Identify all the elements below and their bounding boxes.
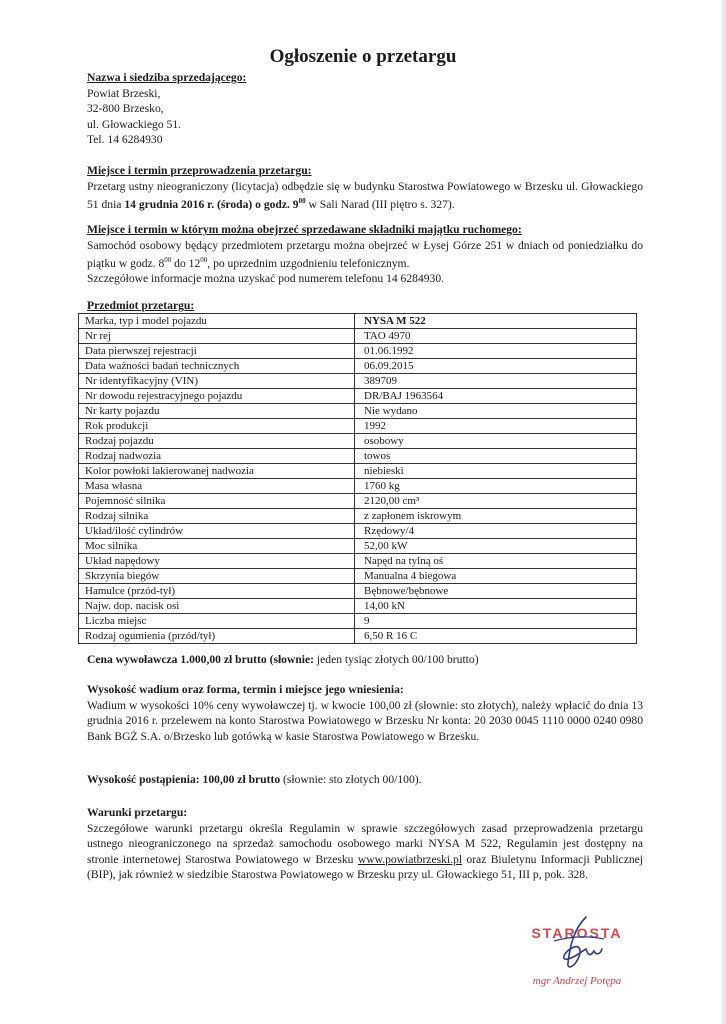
table-row bbox=[79, 434, 637, 449]
spec-value: 1760 kg bbox=[355, 479, 637, 494]
table-row bbox=[79, 569, 637, 584]
table-row bbox=[79, 479, 637, 494]
spec-label: Nr dowodu rejestracyjnego pojazdu bbox=[79, 389, 355, 404]
price-label: Cena wywoławcza 1.000,00 zł brutto (słownie: bbox=[87, 653, 315, 666]
spec-value: 52,00 kW bbox=[355, 539, 637, 554]
spec-value: 389709 bbox=[355, 374, 637, 389]
text-part: oraz Biuletynu Informacji Publicznej (BIP), jak również w siedzibie Starostwa Powiatowego w Brzesku przy ul. Głowackiego 51, III p, pok. 328. bbox=[87, 852, 644, 881]
seller-line: Powiat Brzeski, bbox=[87, 86, 161, 100]
inspection-heading: Miejsce i termin w którym można obejrzeć sprzedawane składniki majątku ruchomego: bbox=[87, 223, 522, 236]
table-row bbox=[79, 509, 637, 524]
spec-label: Rodzaj nadwozia bbox=[79, 449, 355, 464]
seller-line: 32-800 Brzesko, bbox=[87, 102, 164, 115]
table-row bbox=[79, 359, 637, 374]
stamp-title: STAROSTA bbox=[531, 925, 623, 941]
auction-place-section bbox=[87, 163, 643, 212]
text-part: Przetarg ustny nieograniczony (licytacja) odbędzie się w budynku Starostwa Powiatowego w Brzesku ul. Głowackiego 51 dnia bbox=[87, 179, 643, 211]
spec-value: towos bbox=[355, 449, 637, 464]
auction-place-heading: Miejsce i termin przeprowadzenia przetargu: bbox=[87, 164, 312, 177]
scan-edge bbox=[722, 0, 726, 1024]
increment-words: (słownie: sto złotych 00/100). bbox=[280, 773, 422, 786]
spec-value: niebieski bbox=[355, 464, 637, 479]
table-heading: Przedmiot przetargu: bbox=[87, 299, 195, 312]
inspection-info: Szczegółowe informacje można uzyskać pod numerem telefonu 14 6284930. bbox=[87, 272, 445, 286]
spec-label: Układ napędowy bbox=[79, 554, 355, 569]
inspection-text bbox=[87, 238, 643, 272]
table-row bbox=[79, 629, 637, 644]
spec-value: TAO 4970 bbox=[355, 329, 637, 344]
spec-value: Nie wydano bbox=[355, 404, 637, 419]
spec-value: 6,50 R 16 C bbox=[355, 629, 637, 644]
superscript: 00 bbox=[200, 256, 208, 264]
spec-value: Manualna 4 biegowa bbox=[355, 569, 637, 584]
superscript: 00 bbox=[298, 197, 306, 205]
spec-label: Nr rej bbox=[79, 329, 355, 344]
table-row bbox=[79, 524, 637, 539]
spec-value: DR/BAJ 1963564 bbox=[355, 389, 637, 404]
table-row bbox=[79, 344, 637, 359]
spec-label: Rodzaj silnika bbox=[79, 509, 355, 524]
spec-label: Masa własna bbox=[79, 479, 355, 494]
spec-label: Data ważności badań technicznych bbox=[79, 359, 355, 374]
spec-label: Rodzaj ogumienia (przód/tył) bbox=[79, 629, 355, 644]
table-row bbox=[79, 314, 637, 329]
deposit-heading: Wysokość wadium oraz forma, termin i miejsce jego wniesienia: bbox=[87, 683, 404, 696]
seller-section bbox=[87, 70, 643, 148]
increment-section bbox=[87, 772, 643, 788]
table-row bbox=[79, 539, 637, 554]
page-title: Ogłoszenie o przetargu bbox=[269, 46, 457, 67]
deposit-section bbox=[87, 682, 643, 744]
spec-label: Hamulce (przód-tył) bbox=[79, 584, 355, 599]
spec-label: Nr identyfikacyjny (VIN) bbox=[79, 374, 355, 389]
stamp-name: mgr Andrzej Potępa bbox=[532, 975, 622, 987]
table-row bbox=[79, 584, 637, 599]
text-part: do 12 bbox=[171, 256, 201, 270]
table-row bbox=[79, 464, 637, 479]
spec-label: Pojemność silnika bbox=[79, 494, 355, 509]
table-heading-wrap bbox=[87, 298, 643, 314]
spec-value: z zapłonem iskrowym bbox=[355, 509, 637, 524]
text-part: Samochód osobowy będący przedmiotem przetargu można obejrzeć w Łysej Górze 251 w dniach od poniedziałku do piątku w godz. 8 bbox=[87, 238, 643, 270]
inspection-section bbox=[87, 222, 643, 287]
spec-value: osobowy bbox=[355, 434, 637, 449]
spec-label: Marka, typ i model pojazdu bbox=[79, 314, 355, 329]
deposit-text: Wadium w wysokości 10% ceny wywoławczej tj. w kwocie 100,00 zł (słownie: sto złotych), należy wpłacić do dnia 13 grudnia 2016 r. przelewem na konto Starostwa Powiatowego w Brzesku Nr konta: 20 2030 0045 1110 0000 0240 0980 Bank BGŻ S.A. o/Brzesko lub gotówką w kasie Starostwa Powiatowego w Brzesku. bbox=[87, 698, 643, 743]
price-section bbox=[87, 652, 643, 668]
spec-label: Rok produkcji bbox=[79, 419, 355, 434]
table-row bbox=[79, 419, 637, 434]
table-row bbox=[79, 554, 637, 569]
spec-label: Moc silnika bbox=[79, 539, 355, 554]
spec-label: Rodzaj pojazdu bbox=[79, 434, 355, 449]
vehicle-spec-table bbox=[78, 313, 637, 644]
table-row bbox=[79, 374, 637, 389]
spec-value: Rzędowy/4 bbox=[355, 524, 637, 539]
spec-label: Najw. dop. nacisk osi bbox=[79, 599, 355, 614]
increment-label: Wysokość postąpienia: 100,00 zł brutto bbox=[87, 773, 281, 786]
seller-line: Tel. 14 6284930 bbox=[87, 133, 163, 146]
spec-label: Skrzynia biegów bbox=[79, 569, 355, 584]
table-row bbox=[79, 494, 637, 509]
conditions-heading: Warunki przetargu: bbox=[87, 806, 188, 819]
table-row bbox=[79, 599, 637, 614]
seller-heading: Nazwa i siedziba sprzedającego: bbox=[87, 71, 247, 84]
auction-date: 14 grudnia 2016 r. (środa) o godz. 9 bbox=[124, 197, 299, 211]
handwritten-signature bbox=[534, 915, 614, 975]
table-row bbox=[79, 449, 637, 464]
spec-value: 06.09.2015 bbox=[355, 359, 637, 374]
table-row bbox=[79, 614, 637, 629]
spec-label: Układ/ilość cylindrów bbox=[79, 524, 355, 539]
conditions-section bbox=[87, 805, 643, 883]
spec-label: Nr karty pojazdu bbox=[79, 404, 355, 419]
superscript: 00 bbox=[164, 256, 172, 264]
spec-label: Liczba miejsc bbox=[79, 614, 355, 629]
table-row bbox=[79, 329, 637, 344]
text-part: , po uprzednim uzgodnieniu telefonicznym. bbox=[207, 256, 410, 270]
website-link[interactable]: www.powiatbrzeski.pl bbox=[357, 852, 463, 866]
spec-value: NYSA M 522 bbox=[355, 314, 637, 329]
text-part: Szczegółowe warunki przetargu określa Regulamin w sprawie szczegółowych zasad przeprowadzenia przetargu ustnego nieograniczonego na sprzedaż samochodu osobowego marki NYSA M 522, Regulamin jest dostępny na stronie internetowej Starostwa Powiatowego w Brzesku bbox=[87, 821, 643, 866]
spec-value: 01.06.1992 bbox=[355, 344, 637, 359]
price-words: jeden tysiąc złotych 00/100 brutto) bbox=[314, 653, 479, 666]
spec-value: 9 bbox=[355, 614, 637, 629]
table-row bbox=[79, 404, 637, 419]
text-part: w Sali Narad (III piętro s. 327). bbox=[305, 197, 455, 211]
spec-value: Bębnowe/bębnowe bbox=[355, 584, 637, 599]
spec-label: Kolor powłoki lakierowanej nadwozia bbox=[79, 464, 355, 479]
signature-stamp bbox=[512, 915, 642, 995]
spec-value: 2120,00 cm³ bbox=[355, 494, 637, 509]
conditions-text bbox=[87, 821, 643, 883]
spec-value: 1992 bbox=[355, 419, 637, 434]
spec-value: Napęd na tylną oś bbox=[355, 554, 637, 569]
spec-label: Data pierwszej rejestracji bbox=[79, 344, 355, 359]
table-row bbox=[79, 389, 637, 404]
auction-place-text bbox=[87, 179, 643, 213]
spec-value: 14,00 kN bbox=[355, 599, 637, 614]
seller-line: ul. Głowackiego 51. bbox=[87, 117, 182, 131]
